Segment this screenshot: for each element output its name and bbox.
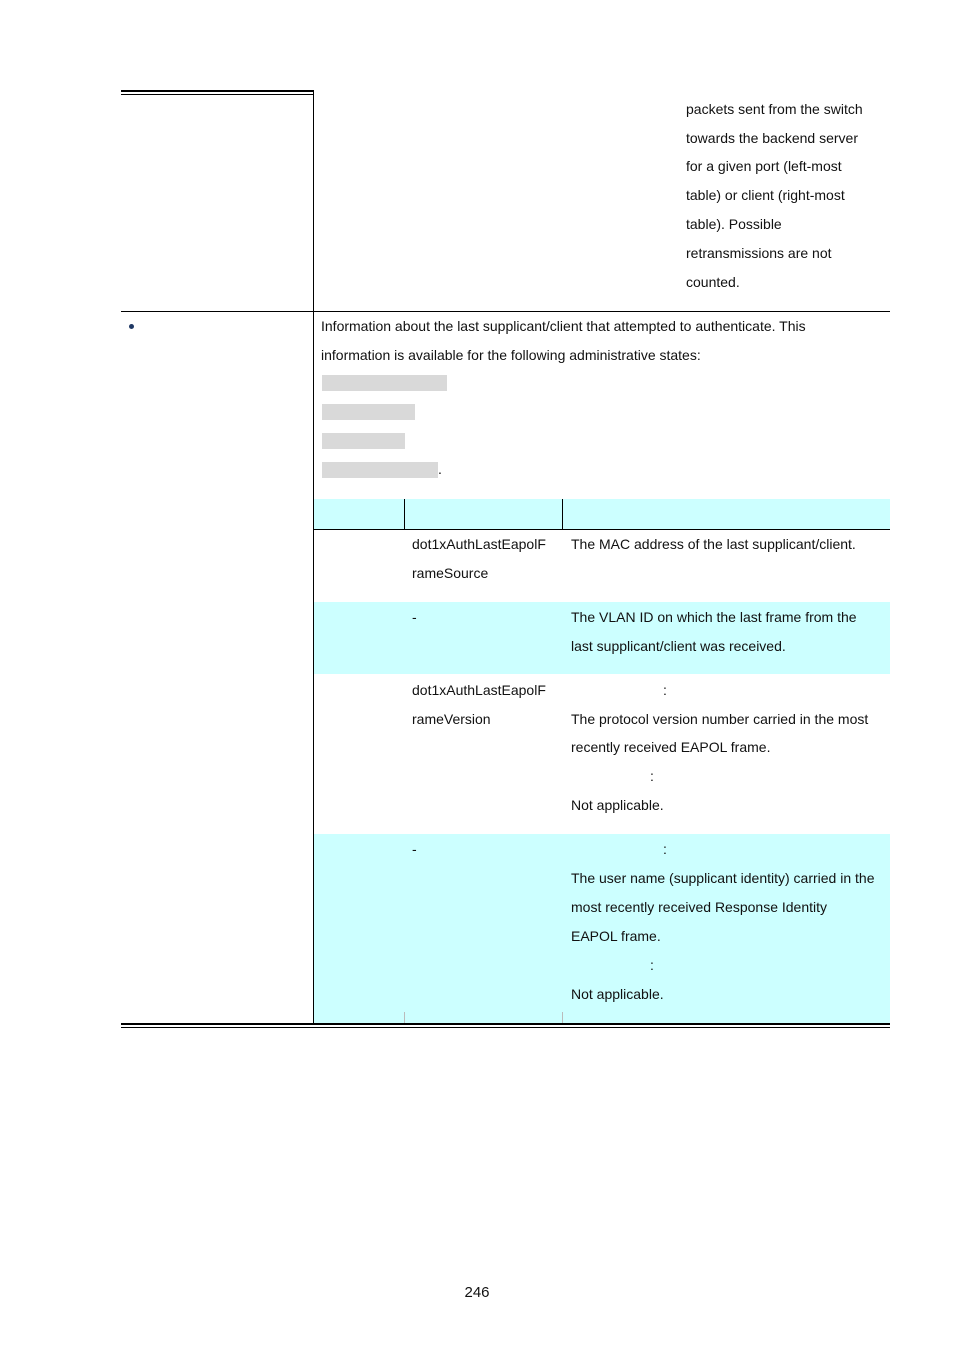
page-number: 246 (464, 1284, 490, 1301)
description-cell: The protocol version number carried in the most (571, 711, 869, 727)
intro-line: Information about the last supplicant/client that attempted to authenticate. This (321, 318, 806, 334)
description-cell: : (650, 768, 654, 784)
description-line: retransmissions are not (686, 245, 832, 261)
mib-object-cell: rameSource (412, 565, 489, 581)
mib-object-cell: - (412, 609, 417, 625)
description-line: packets sent from the switch (686, 101, 863, 117)
description-cell: : (663, 841, 667, 857)
header-divider (404, 499, 405, 529)
header-divider (562, 499, 563, 529)
description-line: for a given port (left-most (686, 158, 842, 174)
description-cell: EAPOL frame. (571, 928, 661, 944)
intro-line: information is available for the following administrative states: (321, 347, 701, 363)
redacted-item (322, 404, 415, 420)
description-line: towards the backend server (686, 130, 858, 146)
mib-object-cell: dot1xAuthLastEapolF (412, 536, 546, 552)
description-cell: Not applicable. (571, 797, 664, 813)
description-cell: The user name (supplicant identity) carried in the (571, 870, 875, 886)
mib-object-cell: - (412, 841, 417, 857)
description-line: counted. (686, 274, 740, 290)
redacted-item (322, 462, 438, 478)
mib-object-cell: rameVersion (412, 711, 491, 727)
description-cell: most recently received Response Identity (571, 899, 828, 915)
description-cell: recently received EAPOL frame. (571, 739, 771, 755)
mib-object-cell: dot1xAuthLastEapolF (412, 682, 546, 698)
list-trailing-period: . (438, 461, 442, 477)
description-cell: The MAC address of the last supplicant/client. (571, 536, 856, 552)
description-line: table) or client (right-most (686, 187, 845, 203)
redacted-item (322, 375, 447, 391)
description-cell: Not applicable. (571, 986, 664, 1002)
bullet-icon (129, 324, 134, 329)
description-cell: : (650, 957, 654, 973)
inner-table-header (314, 499, 890, 529)
description-cell: : (663, 682, 667, 698)
description-cell: last supplicant/client was received. (571, 638, 786, 654)
description-line: table). Possible (686, 216, 782, 232)
description-cell: The VLAN ID on which the last frame from the (571, 609, 857, 625)
redacted-item (322, 433, 405, 449)
